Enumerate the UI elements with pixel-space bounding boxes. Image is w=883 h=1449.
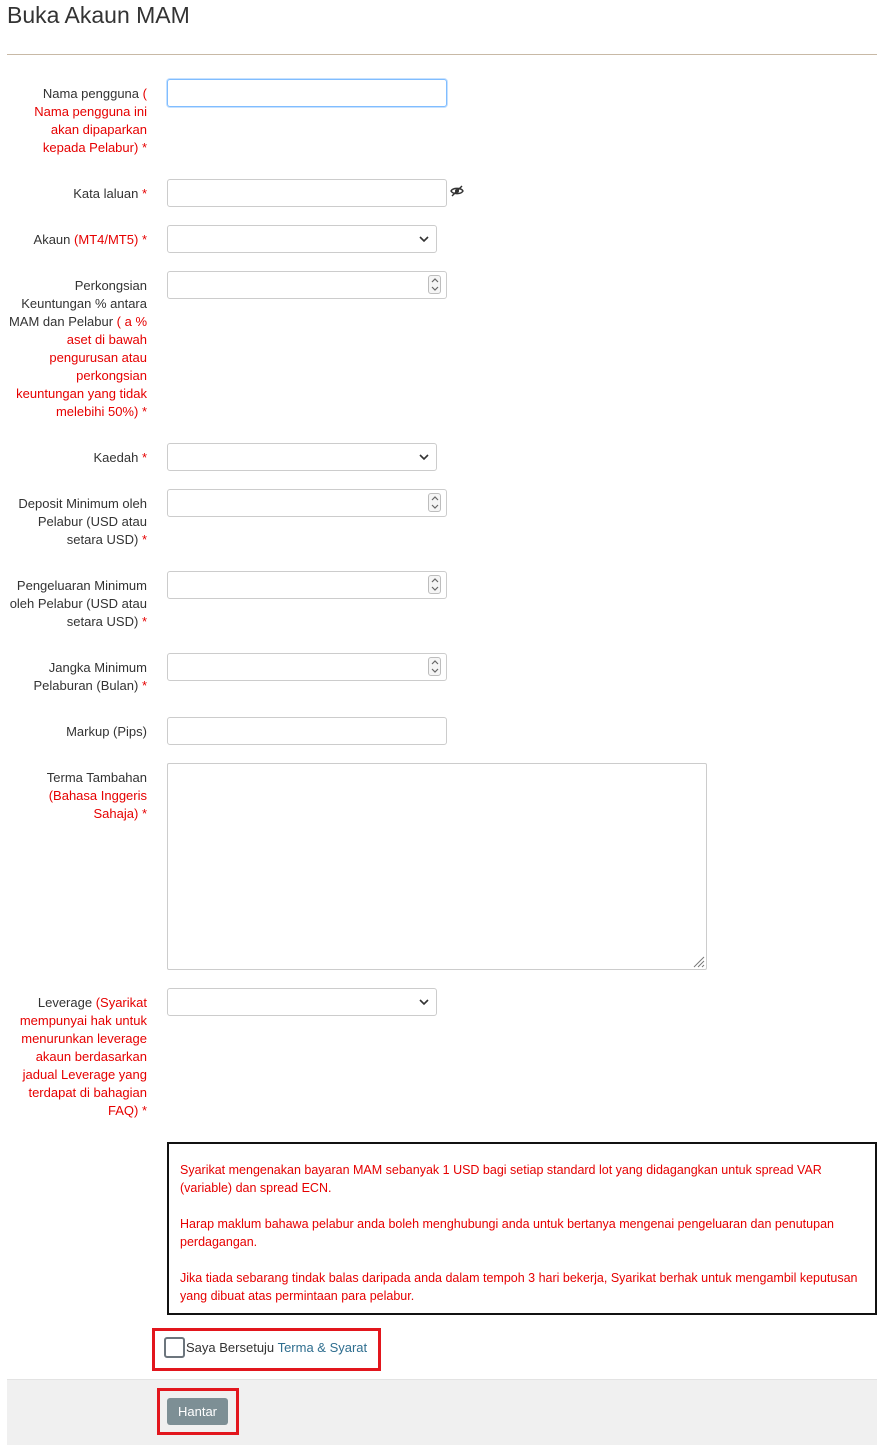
chevron-down-icon[interactable]: [431, 667, 439, 674]
chevron-down-icon: [419, 997, 429, 1007]
resize-grip-icon[interactable]: [692, 955, 705, 968]
chevron-up-icon[interactable]: [431, 659, 439, 666]
password-label: Kata laluan *: [73, 186, 147, 201]
min-deposit-input[interactable]: [167, 489, 447, 517]
chevron-down-icon[interactable]: [431, 503, 439, 510]
min-term-input[interactable]: [167, 653, 447, 681]
agreement-label: Saya Bersetuju Terma & Syarat: [186, 1340, 368, 1355]
markup-label: Markup (Pips): [66, 724, 147, 739]
method-label: Kaedah *: [93, 450, 147, 465]
number-spinner[interactable]: [428, 493, 441, 512]
notice-paragraph: Jika tiada sebarang tindak balas daripada anda dalam tempoh 3 hari bekerja, Syarikat berhak untuk mengambil keputusan yang dibuat atas permintaan para pelabur.: [180, 1271, 858, 1303]
account-label: Akaun (MT4/MT5) *: [33, 232, 147, 247]
username-input[interactable]: [167, 79, 447, 107]
account-select[interactable]: [167, 225, 437, 253]
notice-paragraph: Harap maklum bahawa pelabur anda boleh menghubungi anda untuk bertanya mengenai pengeluaran dan penutupan perdagangan.: [180, 1217, 834, 1249]
number-spinner[interactable]: [428, 575, 441, 594]
min-withdrawal-input[interactable]: [167, 571, 447, 599]
chevron-down-icon[interactable]: [431, 285, 439, 292]
min-deposit-label: Deposit Minimum oleh Pelabur (USD atau setara USD) *: [18, 496, 147, 547]
min-term-label: Jangka Minimum Pelaburan (Bulan) *: [33, 660, 147, 693]
chevron-up-icon[interactable]: [431, 577, 439, 584]
profit-share-field[interactable]: [167, 271, 447, 299]
min-term-field[interactable]: [167, 653, 447, 681]
chevron-up-icon[interactable]: [431, 495, 439, 502]
eye-slash-icon[interactable]: [450, 185, 464, 197]
leverage-select[interactable]: [167, 988, 437, 1016]
profit-share-input[interactable]: [167, 271, 447, 299]
username-note: ( Nama pengguna ini akan dipaparkan kepada Pelabur): [34, 86, 147, 155]
chevron-down-icon: [419, 234, 429, 244]
notice-paragraph: Syarikat mengenakan bayaran MAM sebanyak 1 USD bagi setiap standard lot yang didagangkan untuk spread VAR (variable) dan spread ECN.: [180, 1163, 822, 1195]
title-divider: [7, 54, 877, 55]
min-withdrawal-field[interactable]: [167, 571, 447, 599]
min-deposit-field[interactable]: [167, 489, 447, 517]
terms-link[interactable]: Terma & Syarat: [277, 1340, 368, 1355]
fee-notice-box: [167, 1142, 877, 1315]
markup-input[interactable]: [167, 717, 447, 745]
leverage-label: Leverage (Syarikat mempunyai hak untuk menurunkan leverage akaun berdasarkan jadual Leverage yang terdapat di bahagian FAQ) *: [19, 995, 147, 1118]
extra-terms-textarea[interactable]: [167, 763, 707, 970]
form-actions-bar: [7, 1379, 877, 1445]
page-title: Buka Akaun MAM: [7, 2, 190, 28]
method-select[interactable]: [167, 443, 437, 471]
submit-button[interactable]: Hantar: [167, 1398, 228, 1425]
profit-share-label: Perkongsian Keuntungan % antara MAM dan Pelabur ( a % aset di bawah pengurusan atau perkongsian keuntungan yang tidak melebihi 50%) *: [8, 278, 147, 419]
extra-terms-label: Terma Tambahan (Bahasa Inggeris Sahaja) *: [46, 770, 147, 821]
chevron-down-icon[interactable]: [431, 585, 439, 592]
chevron-up-icon[interactable]: [431, 277, 439, 284]
min-withdrawal-label: Pengeluaran Minimum oleh Pelabur (USD atau setara USD) *: [9, 578, 147, 629]
password-input[interactable]: [167, 179, 447, 207]
username-label: Nama pengguna ( Nama pengguna ini akan dipaparkan kepada Pelabur) *: [34, 86, 147, 155]
number-spinner[interactable]: [428, 275, 441, 294]
agree-checkbox[interactable]: [164, 1337, 185, 1358]
number-spinner[interactable]: [428, 657, 441, 676]
chevron-down-icon: [419, 452, 429, 462]
